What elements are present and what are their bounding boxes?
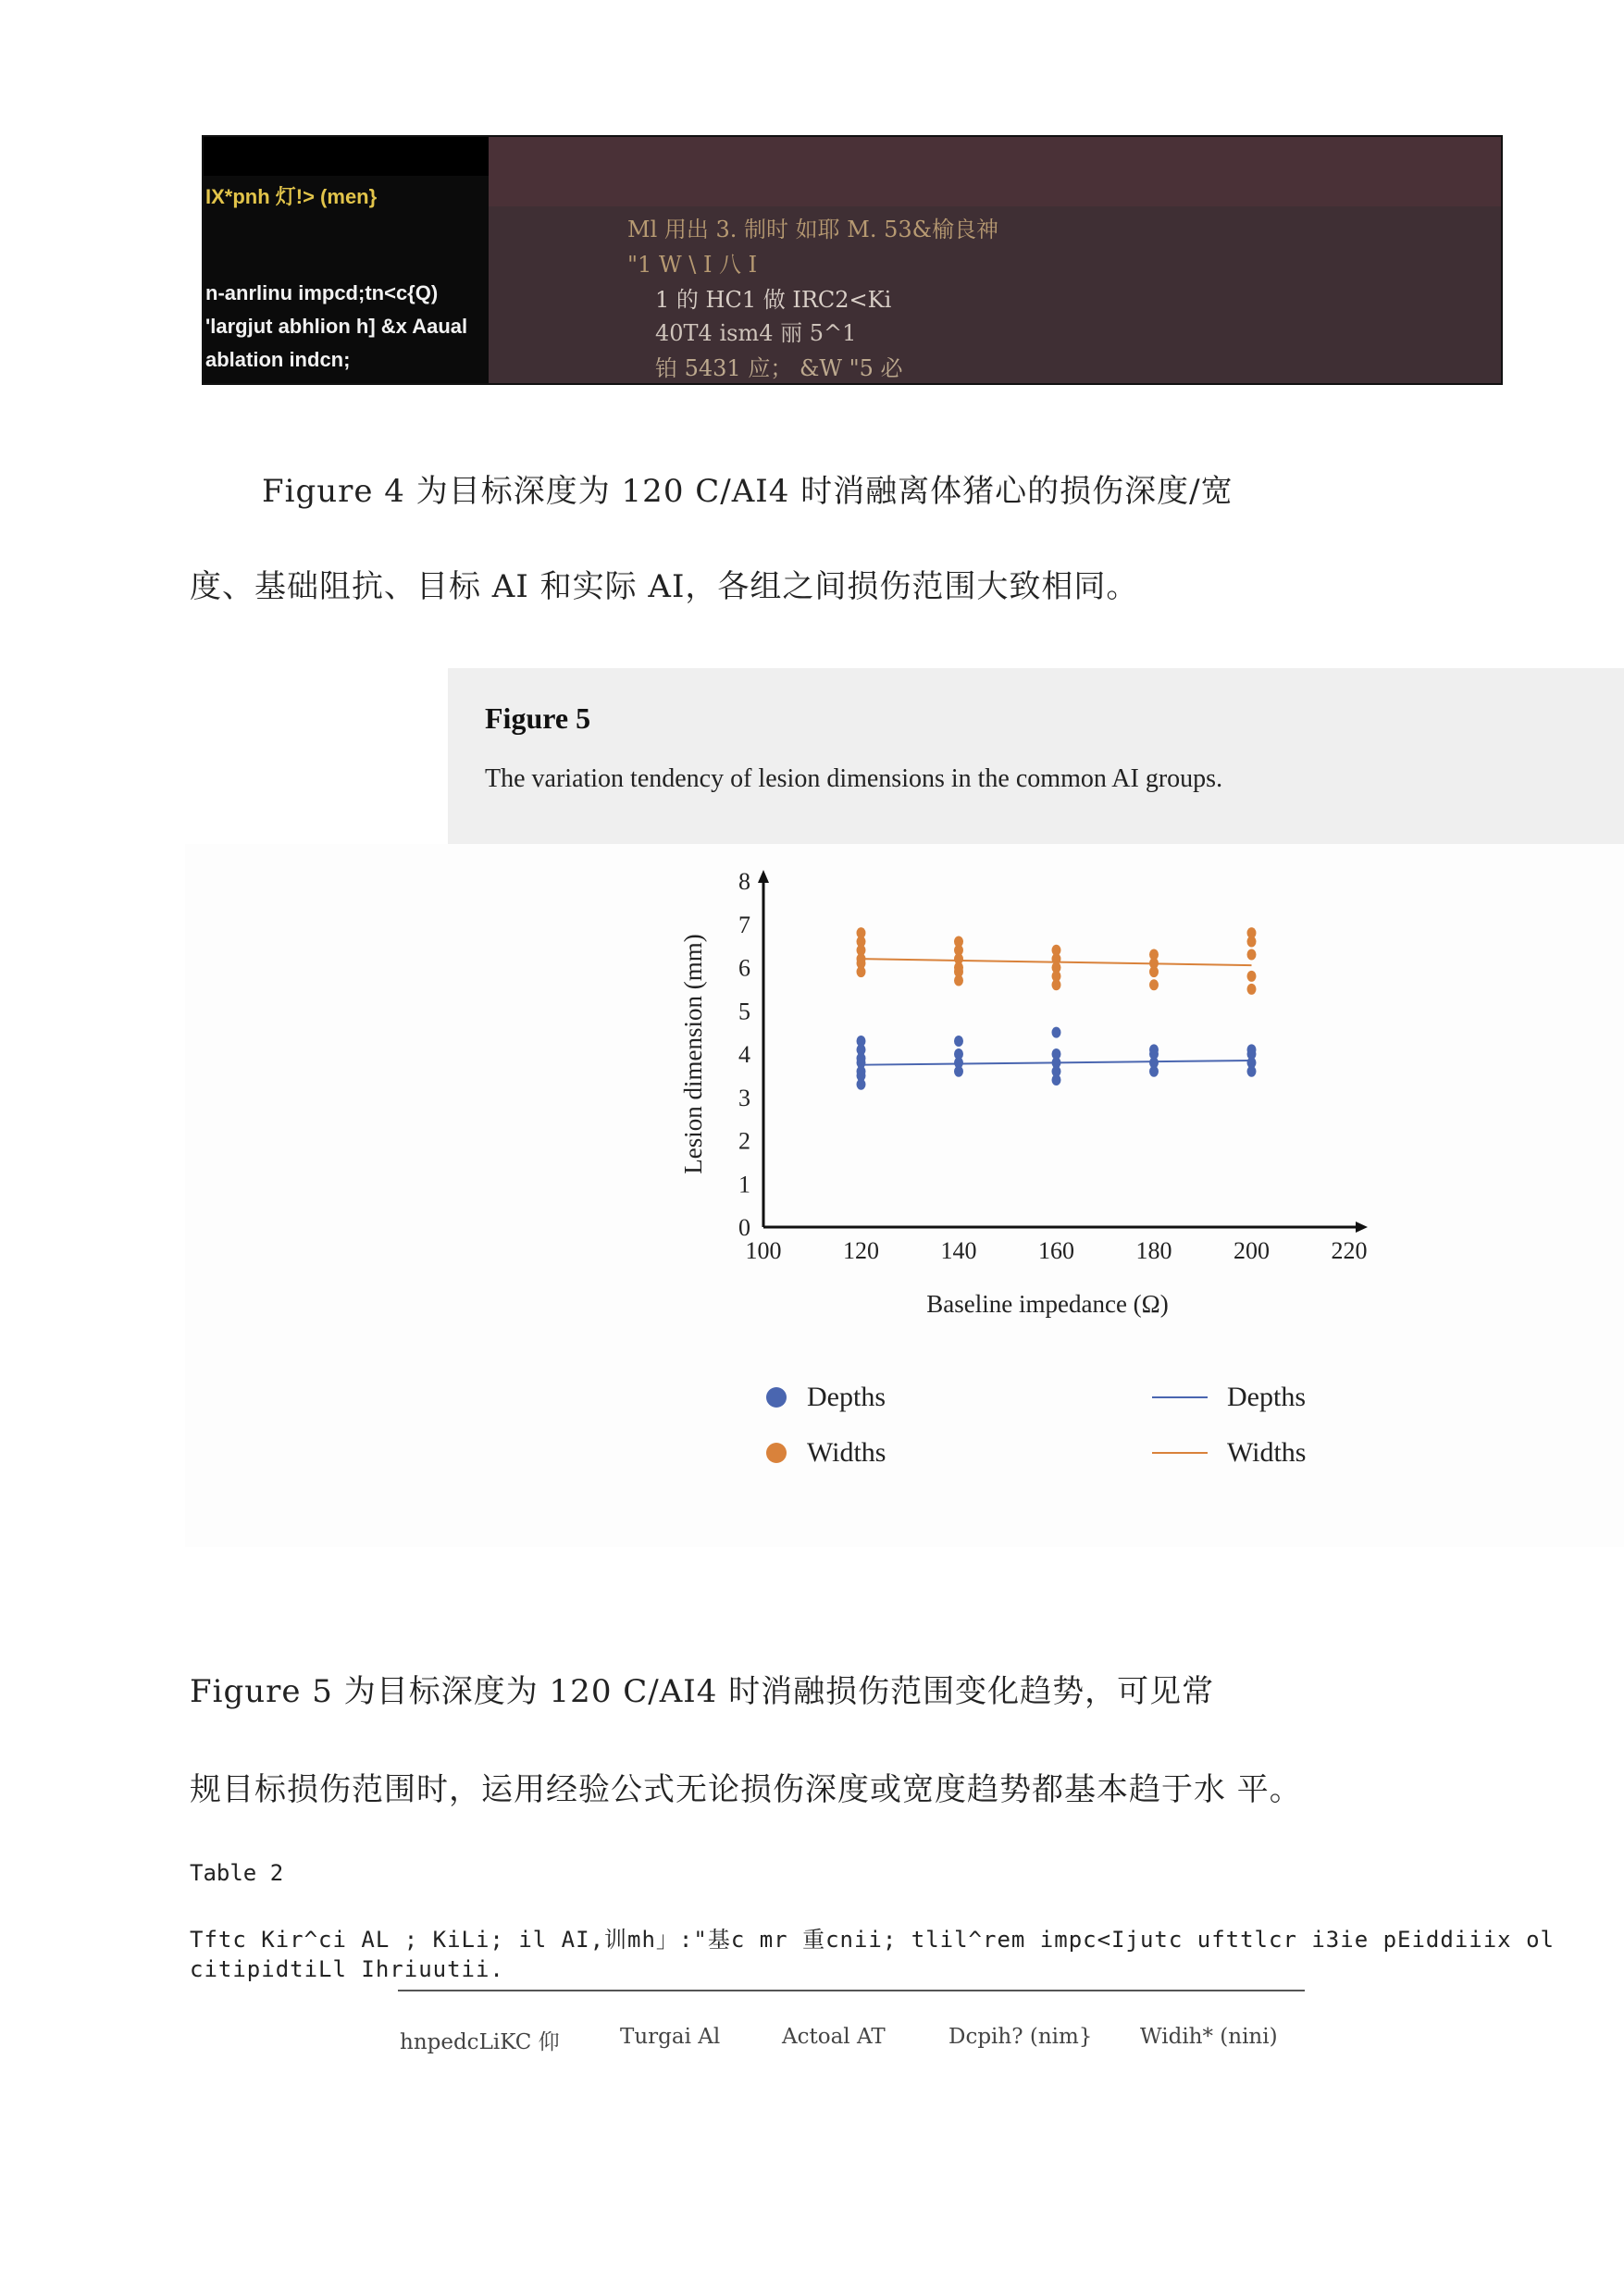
paragraph-line: 度、基础阻抗、目标 AI 和实际 AI，各组之间损伤范围大致相同。 xyxy=(190,568,1139,605)
data-point-depths xyxy=(1149,1044,1159,1055)
y-tick-label: 3 xyxy=(738,1084,750,1111)
paragraph-line: 规目标损伤范围时，运用经验公式无论损伤深度或宽度趋势都基本趋于水 平。 xyxy=(190,1771,1302,1808)
table-right-header-bar xyxy=(489,137,1501,206)
y-axis-arrow xyxy=(758,870,769,883)
x-tick-label: 140 xyxy=(940,1237,977,1264)
figure-body xyxy=(185,844,1624,1547)
table2-caption: citipidtiLl Ihriuutii. xyxy=(190,1956,504,1982)
legend-label: Depths xyxy=(807,1382,886,1412)
table-right-row: 铂 5431 应； &W "5 必 xyxy=(655,355,903,381)
data-point-widths xyxy=(1052,945,1061,956)
table2-header-cell: Widih* (nini) xyxy=(1140,2025,1278,2049)
table-left-column xyxy=(204,137,489,383)
x-tick-label: 120 xyxy=(843,1237,879,1264)
data-point-widths xyxy=(1149,979,1159,990)
table-left-row: ablation indcn; xyxy=(205,348,351,371)
data-point-depths xyxy=(954,1048,963,1060)
data-point-depths xyxy=(1052,1048,1061,1060)
x-tick-label: 160 xyxy=(1038,1237,1074,1264)
table-right-row: 40T4 ism4 丽 5^1 xyxy=(655,320,857,346)
legend-label: Widths xyxy=(1227,1437,1307,1468)
data-point-depths xyxy=(1052,1027,1061,1038)
y-tick-label: 2 xyxy=(738,1127,750,1155)
data-point-widths xyxy=(1247,927,1257,938)
legend-marker-depths xyxy=(766,1387,787,1408)
data-point-depths xyxy=(954,1036,963,1047)
table-right-row: Ml 用出 3. 制时 如耶 M. 53&榆良神 xyxy=(627,217,999,242)
x-tick-label: 220 xyxy=(1331,1237,1368,1264)
y-tick-label: 4 xyxy=(738,1041,750,1068)
figure-header xyxy=(448,668,1624,844)
legend-label: Depths xyxy=(1227,1382,1306,1412)
data-point-widths xyxy=(954,936,963,947)
paragraph-line: Figure 4 为目标深度为 120 C/AI4 时消融离体猪心的损伤深度/宽 xyxy=(262,473,1233,510)
table2-caption: Tftc Kir^ci AL ; KiLi; il AI,训mh」:"基c mr 重cnii; tlil^rem impc<Ijutc ufttlcr i3ie pEiddiiix ol xyxy=(190,1927,1555,1953)
table2-title: Table 2 xyxy=(190,1860,284,1886)
y-axis-label: Lesion dimension (mm) xyxy=(679,934,707,1174)
table-right-row: 1 的 HC1 做 IRC2<Ki xyxy=(655,287,892,313)
x-tick-label: 200 xyxy=(1233,1237,1270,1264)
y-tick-label: 8 xyxy=(738,868,750,895)
table-left-row: n-anrlinu impcd;tn<c{Q) xyxy=(205,281,439,304)
y-tick-label: 7 xyxy=(738,911,750,938)
data-point-widths xyxy=(857,927,866,938)
x-tick-label: 100 xyxy=(745,1237,782,1264)
legend-marker-widths xyxy=(766,1443,787,1463)
x-axis-arrow xyxy=(1356,1222,1368,1233)
data-point-depths xyxy=(857,1036,866,1047)
table2-header-cell: Dcpih? (nim} xyxy=(948,2025,1093,2049)
top-table-image xyxy=(202,135,1503,385)
data-point-depths xyxy=(1247,1044,1257,1055)
table2-header-cell: Turgai Al xyxy=(620,2025,721,2049)
y-tick-label: 6 xyxy=(738,954,750,982)
table-left-header-bar xyxy=(204,137,489,176)
table-left-row: 'largjut abhlion h] &x Aaual xyxy=(205,315,468,338)
table-left-title: IX*pnh 灯!> (men} xyxy=(205,185,378,208)
y-tick-label: 1 xyxy=(738,1171,750,1198)
y-tick-label: 0 xyxy=(738,1214,750,1241)
table2-top-rule xyxy=(398,1990,1305,1991)
figure-label: Figure 5 xyxy=(485,701,591,735)
paragraph-line: Figure 5 为目标深度为 120 C/AI4 时消融损伤范围变化趋势，可见常 xyxy=(190,1673,1215,1710)
data-point-widths xyxy=(1247,971,1257,982)
legend-label: Widths xyxy=(807,1437,886,1468)
table2-header-cell: Actoal AT xyxy=(782,2025,886,2049)
data-point-widths xyxy=(1247,949,1257,960)
table2-header-cell: hnpedcLiKC 仰 xyxy=(400,2030,560,2054)
figure-caption: The variation tendency of lesion dimensions in the common AI groups. xyxy=(485,764,1223,793)
x-axis-label: Baseline impedance (Ω) xyxy=(926,1290,1169,1318)
data-point-widths xyxy=(1149,949,1159,960)
table-right-row: "1 W \ I 八 I xyxy=(627,252,758,278)
y-tick-label: 5 xyxy=(738,998,750,1025)
scatter-chart xyxy=(185,844,1624,1547)
x-tick-label: 180 xyxy=(1135,1237,1172,1264)
data-point-widths xyxy=(1247,984,1257,995)
